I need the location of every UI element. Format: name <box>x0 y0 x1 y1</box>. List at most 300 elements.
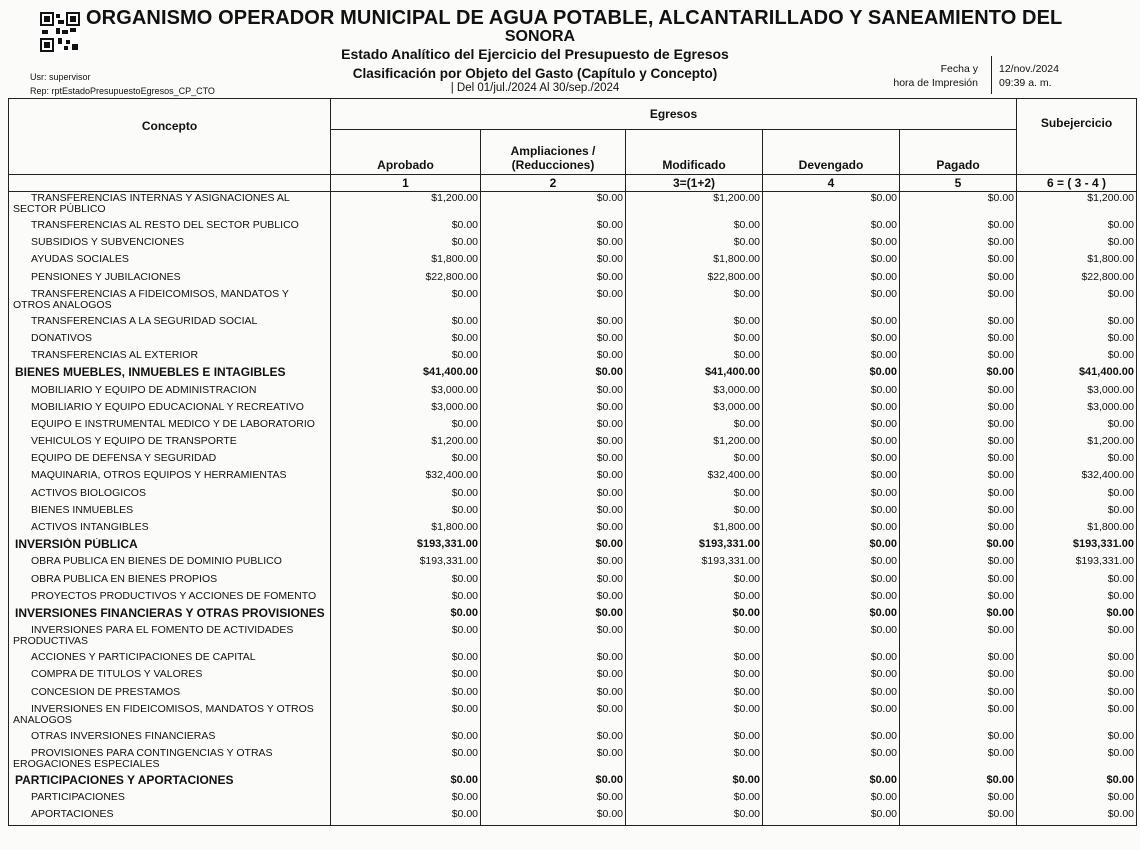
cell-pagado: $0.00 <box>900 349 1017 366</box>
cell-pagado: $0.00 <box>900 384 1017 401</box>
cell-subejercicio: $0.00 <box>1017 236 1137 253</box>
table-row <box>9 651 1137 668</box>
table-row <box>9 349 1137 366</box>
cell-devengado: $0.00 <box>763 236 900 253</box>
cell-ampliaciones: $0.00 <box>481 624 626 651</box>
cell-aprobado: $0.00 <box>331 236 481 253</box>
cell-pagado: $0.00 <box>900 774 1017 791</box>
cell-pagado: $0.00 <box>900 624 1017 651</box>
cell-devengado: $0.00 <box>763 452 900 469</box>
cell-pagado: $0.00 <box>900 192 1017 220</box>
cell-subejercicio: $1,800.00 <box>1017 253 1137 270</box>
cell-devengado: $0.00 <box>763 808 900 826</box>
cell-aprobado: $3,000.00 <box>331 384 481 401</box>
cell-modificado: $1,800.00 <box>626 521 763 538</box>
cell-modificado: $0.00 <box>626 624 763 651</box>
cell-ampliaciones: $0.00 <box>481 192 626 220</box>
cell-pagado: $0.00 <box>900 452 1017 469</box>
cell-ampliaciones: $0.00 <box>481 366 626 383</box>
table-row <box>9 332 1137 349</box>
cell-pagado: $0.00 <box>900 668 1017 685</box>
cell-devengado: $0.00 <box>763 271 900 288</box>
cell-ampliaciones: $0.00 <box>481 384 626 401</box>
cell-ampliaciones: $0.00 <box>481 730 626 747</box>
cell-aprobado: $0.00 <box>331 349 481 366</box>
header-num-6: 6 = ( 3 - 4 ) <box>1017 175 1137 192</box>
table-row <box>9 747 1137 774</box>
cell-aprobado: $1,200.00 <box>331 435 481 452</box>
table-row <box>9 418 1137 435</box>
cell-subejercicio: $0.00 <box>1017 332 1137 349</box>
cell-devengado: $0.00 <box>763 349 900 366</box>
cell-ampliaciones: $0.00 <box>481 271 626 288</box>
cell-concepto: DONATIVOS <box>9 332 331 349</box>
cell-subejercicio: $0.00 <box>1017 418 1137 435</box>
cell-aprobado: $0.00 <box>331 686 481 703</box>
cell-devengado: $0.00 <box>763 573 900 590</box>
cell-subejercicio: $0.00 <box>1017 315 1137 332</box>
cell-concepto: TRANSFERENCIAS A LA SEGURIDAD SOCIAL <box>9 315 331 332</box>
cell-devengado: $0.00 <box>763 192 900 220</box>
cell-ampliaciones: $0.00 <box>481 555 626 572</box>
cell-subejercicio: $0.00 <box>1017 349 1137 366</box>
cell-concepto: TRANSFERENCIAS A FIDEICOMISOS, MANDATOS Y OTROS ANALOGOS <box>9 288 331 315</box>
cell-devengado: $0.00 <box>763 791 900 808</box>
cell-subejercicio: $3,000.00 <box>1017 384 1137 401</box>
cell-concepto: INVERSIONES EN FIDEICOMISOS, MANDATOS Y OTROS ANALOGOS <box>9 703 331 730</box>
cell-ampliaciones: $0.00 <box>481 349 626 366</box>
header-num-5: 5 <box>900 175 1017 192</box>
table-row <box>9 590 1137 607</box>
table-section-row <box>9 607 1137 624</box>
cell-pagado: $0.00 <box>900 607 1017 624</box>
cell-devengado: $0.00 <box>763 315 900 332</box>
cell-aprobado: $22,800.00 <box>331 271 481 288</box>
cell-pagado: $0.00 <box>900 703 1017 730</box>
cell-pagado: $0.00 <box>900 686 1017 703</box>
cell-ampliaciones: $0.00 <box>481 686 626 703</box>
cell-devengado: $0.00 <box>763 668 900 685</box>
cell-modificado: $0.00 <box>626 590 763 607</box>
cell-ampliaciones: $0.00 <box>481 332 626 349</box>
cell-pagado: $0.00 <box>900 730 1017 747</box>
table-row <box>9 624 1137 651</box>
table-row <box>9 521 1137 538</box>
table-row <box>9 271 1137 288</box>
cell-pagado: $0.00 <box>900 538 1017 555</box>
cell-devengado: $0.00 <box>763 730 900 747</box>
header-num-4: 4 <box>763 175 900 192</box>
cell-modificado: $1,800.00 <box>626 253 763 270</box>
cell-aprobado: $0.00 <box>331 730 481 747</box>
cell-pagado: $0.00 <box>900 401 1017 418</box>
cell-concepto: COMPRA DE TITULOS Y VALORES <box>9 668 331 685</box>
cell-pagado: $0.00 <box>900 504 1017 521</box>
cell-devengado: $0.00 <box>763 288 900 315</box>
cell-ampliaciones: $0.00 <box>481 315 626 332</box>
report-period: | Del 01/jul./2024 Al 30/sep./2024 <box>450 82 620 94</box>
cell-subejercicio: $0.00 <box>1017 573 1137 590</box>
cell-ampliaciones: $0.00 <box>481 288 626 315</box>
cell-aprobado: $1,800.00 <box>331 521 481 538</box>
cell-subejercicio: $0.00 <box>1017 452 1137 469</box>
table-row <box>9 219 1137 236</box>
cell-modificado: $0.00 <box>626 332 763 349</box>
cell-aprobado: $0.00 <box>331 624 481 651</box>
table-row <box>9 555 1137 572</box>
cell-subejercicio: $0.00 <box>1017 504 1137 521</box>
cell-devengado: $0.00 <box>763 538 900 555</box>
table-row <box>9 573 1137 590</box>
cell-ampliaciones: $0.00 <box>481 452 626 469</box>
table-row <box>9 469 1137 486</box>
cell-subejercicio: $1,800.00 <box>1017 521 1137 538</box>
cell-aprobado: $1,800.00 <box>331 253 481 270</box>
table-row <box>9 236 1137 253</box>
print-date-label-line2: hora de Impresión <box>893 77 978 89</box>
table-row <box>9 401 1137 418</box>
cell-concepto: PROVISIONES PARA CONTINGENCIAS Y OTRAS EROGACIONES ESPECIALES <box>9 747 331 774</box>
cell-pagado: $0.00 <box>900 469 1017 486</box>
cell-aprobado: $0.00 <box>331 651 481 668</box>
print-date-label <box>893 62 978 90</box>
cell-concepto: ACCIONES Y PARTICIPACIONES DE CAPITAL <box>9 651 331 668</box>
cell-ampliaciones: $0.00 <box>481 590 626 607</box>
table-row <box>9 791 1137 808</box>
cell-devengado: $0.00 <box>763 366 900 383</box>
cell-concepto: TRANSFERENCIAS AL EXTERIOR <box>9 349 331 366</box>
cell-concepto: VEHICULOS Y EQUIPO DE TRANSPORTE <box>9 435 331 452</box>
cell-pagado: $0.00 <box>900 435 1017 452</box>
cell-modificado: $0.00 <box>626 651 763 668</box>
cell-concepto: MAQUINARIA, OTROS EQUIPOS Y HERRAMIENTAS <box>9 469 331 486</box>
cell-devengado: $0.00 <box>763 469 900 486</box>
cell-aprobado: $0.00 <box>331 288 481 315</box>
cell-pagado: $0.00 <box>900 791 1017 808</box>
header-num-2: 2 <box>481 175 626 192</box>
cell-pagado: $0.00 <box>900 747 1017 774</box>
cell-modificado: $0.00 <box>626 288 763 315</box>
cell-subejercicio: $1,200.00 <box>1017 192 1137 220</box>
budget-table <box>8 98 1137 826</box>
cell-concepto: ACTIVOS BIOLOGICOS <box>9 487 331 504</box>
cell-ampliaciones: $0.00 <box>481 504 626 521</box>
header-num-3: 3=(1+2) <box>626 175 763 192</box>
cell-modificado: $1,200.00 <box>626 435 763 452</box>
table-section-row <box>9 366 1137 383</box>
cell-modificado: $0.00 <box>626 774 763 791</box>
cell-pagado: $0.00 <box>900 366 1017 383</box>
cell-aprobado: $32,400.00 <box>331 469 481 486</box>
cell-concepto: INVERSIÓN PÚBLICA <box>9 538 331 555</box>
header-egresos: Egresos <box>331 99 1017 130</box>
cell-modificado: $0.00 <box>626 504 763 521</box>
cell-subejercicio: $22,800.00 <box>1017 271 1137 288</box>
cell-aprobado: $3,000.00 <box>331 401 481 418</box>
cell-ampliaciones: $0.00 <box>481 774 626 791</box>
cell-aprobado: $0.00 <box>331 487 481 504</box>
print-date-label-line1: Fecha y <box>940 63 978 75</box>
cell-subejercicio: $0.00 <box>1017 624 1137 651</box>
cell-ampliaciones: $0.00 <box>481 703 626 730</box>
header-modificado: Modificado <box>626 130 763 175</box>
report-title: Estado Analítico del Ejercicio del Presupuesto de Egresos <box>341 46 729 62</box>
cell-concepto: BIENES INMUEBLES <box>9 504 331 521</box>
cell-ampliaciones: $0.00 <box>481 538 626 555</box>
cell-aprobado: $0.00 <box>331 668 481 685</box>
cell-ampliaciones: $0.00 <box>481 418 626 435</box>
cell-subejercicio: $0.00 <box>1017 791 1137 808</box>
cell-modificado: $0.00 <box>626 791 763 808</box>
cell-devengado: $0.00 <box>763 590 900 607</box>
organization-name-line1: ORGANISMO OPERADOR MUNICIPAL DE AGUA POTABLE, ALCANTARILLADO Y SANEAMIENTO DEL <box>86 7 1063 29</box>
cell-modificado: $193,331.00 <box>626 555 763 572</box>
cell-concepto: MOBILIARIO Y EQUIPO DE ADMINISTRACION <box>9 384 331 401</box>
cell-concepto: AYUDAS SOCIALES <box>9 253 331 270</box>
cell-devengado: $0.00 <box>763 774 900 791</box>
cell-ampliaciones: $0.00 <box>481 219 626 236</box>
cell-ampliaciones: $0.00 <box>481 668 626 685</box>
cell-pagado: $0.00 <box>900 487 1017 504</box>
table-row <box>9 686 1137 703</box>
cell-aprobado: $41,400.00 <box>331 366 481 383</box>
cell-devengado: $0.00 <box>763 686 900 703</box>
header-pagado: Pagado <box>900 130 1017 175</box>
cell-devengado: $0.00 <box>763 332 900 349</box>
cell-aprobado: $193,331.00 <box>331 538 481 555</box>
cell-concepto: INVERSIONES FINANCIERAS Y OTRAS PROVISIONES <box>9 607 331 624</box>
table-row <box>9 315 1137 332</box>
cell-ampliaciones: $0.00 <box>481 791 626 808</box>
cell-devengado: $0.00 <box>763 401 900 418</box>
cell-modificado: $0.00 <box>626 418 763 435</box>
cell-concepto: SUBSIDIOS Y SUBVENCIONES <box>9 236 331 253</box>
table-row <box>9 452 1137 469</box>
cell-ampliaciones: $0.00 <box>481 236 626 253</box>
cell-modificado: $0.00 <box>626 573 763 590</box>
user-label: Usr: supervisor <box>30 72 91 82</box>
table-section-row <box>9 538 1137 555</box>
cell-concepto: INVERSIONES PARA EL FOMENTO DE ACTIVIDADES PRODUCTIVAS <box>9 624 331 651</box>
cell-subejercicio: $0.00 <box>1017 590 1137 607</box>
cell-modificado: $22,800.00 <box>626 271 763 288</box>
cell-modificado: $1,200.00 <box>626 192 763 220</box>
cell-devengado: $0.00 <box>763 504 900 521</box>
cell-concepto: PROYECTOS PRODUCTIVOS Y ACCIONES DE FOMENTO <box>9 590 331 607</box>
cell-modificado: $0.00 <box>626 703 763 730</box>
header-subejercicio: Subejercicio <box>1017 99 1137 175</box>
table-row <box>9 192 1137 220</box>
cell-devengado: $0.00 <box>763 703 900 730</box>
header-ampliaciones: Ampliaciones / (Reducciones) <box>481 130 626 175</box>
cell-devengado: $0.00 <box>763 521 900 538</box>
cell-devengado: $0.00 <box>763 418 900 435</box>
cell-subejercicio: $32,400.00 <box>1017 469 1137 486</box>
cell-pagado: $0.00 <box>900 271 1017 288</box>
cell-ampliaciones: $0.00 <box>481 747 626 774</box>
print-time: 09:39 a. m. <box>999 77 1052 89</box>
cell-devengado: $0.00 <box>763 219 900 236</box>
cell-modificado: $0.00 <box>626 668 763 685</box>
header-concepto: Concepto <box>9 99 331 175</box>
cell-aprobado: $0.00 <box>331 573 481 590</box>
cell-pagado: $0.00 <box>900 590 1017 607</box>
cell-aprobado: $0.00 <box>331 332 481 349</box>
cell-concepto: BIENES MUEBLES, INMUEBLES E INTAGIBLES <box>9 366 331 383</box>
cell-modificado: $193,331.00 <box>626 538 763 555</box>
cell-modificado: $0.00 <box>626 315 763 332</box>
cell-modificado: $0.00 <box>626 349 763 366</box>
header-num-blank <box>9 175 331 192</box>
cell-pagado: $0.00 <box>900 555 1017 572</box>
cell-subejercicio: $1,200.00 <box>1017 435 1137 452</box>
cell-aprobado: $0.00 <box>331 504 481 521</box>
cell-concepto: OTRAS INVERSIONES FINANCIERAS <box>9 730 331 747</box>
cell-ampliaciones: $0.00 <box>481 651 626 668</box>
cell-subejercicio: $3,000.00 <box>1017 401 1137 418</box>
table-section-row <box>9 774 1137 791</box>
cell-concepto: TRANSFERENCIAS INTERNAS Y ASIGNACIONES AL SECTOR PÚBLICO <box>9 192 331 220</box>
cell-aprobado: $0.00 <box>331 703 481 730</box>
cell-subejercicio: $0.00 <box>1017 774 1137 791</box>
cell-subejercicio: $0.00 <box>1017 747 1137 774</box>
cell-aprobado: $193,331.00 <box>331 555 481 572</box>
cell-modificado: $0.00 <box>626 730 763 747</box>
cell-aprobado: $1,200.00 <box>331 192 481 220</box>
cell-devengado: $0.00 <box>763 384 900 401</box>
cell-pagado: $0.00 <box>900 418 1017 435</box>
cell-pagado: $0.00 <box>900 332 1017 349</box>
cell-pagado: $0.00 <box>900 521 1017 538</box>
cell-concepto: CONCESION DE PRESTAMOS <box>9 686 331 703</box>
cell-pagado: $0.00 <box>900 315 1017 332</box>
cell-ampliaciones: $0.00 <box>481 435 626 452</box>
budget-table-body <box>9 192 1137 826</box>
cell-devengado: $0.00 <box>763 651 900 668</box>
cell-ampliaciones: $0.00 <box>481 401 626 418</box>
cell-modificado: $0.00 <box>626 219 763 236</box>
cell-modificado: $0.00 <box>626 487 763 504</box>
cell-ampliaciones: $0.00 <box>481 253 626 270</box>
cell-ampliaciones: $0.00 <box>481 607 626 624</box>
cell-pagado: $0.00 <box>900 808 1017 826</box>
cell-aprobado: $0.00 <box>331 747 481 774</box>
cell-concepto: APORTACIONES <box>9 808 331 826</box>
cell-pagado: $0.00 <box>900 253 1017 270</box>
cell-pagado: $0.00 <box>900 573 1017 590</box>
cell-concepto: OBRA PUBLICA EN BIENES PROPIOS <box>9 573 331 590</box>
cell-subejercicio: $0.00 <box>1017 651 1137 668</box>
cell-aprobado: $0.00 <box>331 774 481 791</box>
cell-modificado: $0.00 <box>626 452 763 469</box>
cell-devengado: $0.00 <box>763 747 900 774</box>
cell-modificado: $41,400.00 <box>626 366 763 383</box>
print-date: 12/nov./2024 <box>999 63 1059 75</box>
header-num-1: 1 <box>331 175 481 192</box>
cell-subejercicio: $193,331.00 <box>1017 555 1137 572</box>
cell-modificado: $0.00 <box>626 607 763 624</box>
cell-subejercicio: $0.00 <box>1017 730 1137 747</box>
cell-devengado: $0.00 <box>763 624 900 651</box>
report-classification: Clasificación por Objeto del Gasto (Capítulo y Concepto) <box>352 66 718 81</box>
cell-modificado: $3,000.00 <box>626 384 763 401</box>
cell-aprobado: $0.00 <box>331 791 481 808</box>
cell-subejercicio: $0.00 <box>1017 703 1137 730</box>
cell-concepto: OBRA PUBLICA EN BIENES DE DOMINIO PUBLICO <box>9 555 331 572</box>
cell-ampliaciones: $0.00 <box>481 487 626 504</box>
cell-modificado: $32,400.00 <box>626 469 763 486</box>
cell-aprobado: $0.00 <box>331 418 481 435</box>
cell-subejercicio: $41,400.00 <box>1017 366 1137 383</box>
cell-modificado: $0.00 <box>626 236 763 253</box>
cell-pagado: $0.00 <box>900 219 1017 236</box>
table-row <box>9 288 1137 315</box>
cell-concepto: MOBILIARIO Y EQUIPO EDUCACIONAL Y RECREATIVO <box>9 401 331 418</box>
table-row <box>9 487 1137 504</box>
table-row <box>9 504 1137 521</box>
cell-concepto: PENSIONES Y JUBILACIONES <box>9 271 331 288</box>
table-row <box>9 668 1137 685</box>
cell-ampliaciones: $0.00 <box>481 469 626 486</box>
cell-devengado: $0.00 <box>763 487 900 504</box>
cell-concepto: PARTICIPACIONES Y APORTACIONES <box>9 774 331 791</box>
cell-pagado: $0.00 <box>900 651 1017 668</box>
cell-aprobado: $0.00 <box>331 590 481 607</box>
cell-modificado: $3,000.00 <box>626 401 763 418</box>
cell-devengado: $0.00 <box>763 435 900 452</box>
table-row <box>9 730 1137 747</box>
cell-concepto: PARTICIPACIONES <box>9 791 331 808</box>
cell-concepto: ACTIVOS INTANGIBLES <box>9 521 331 538</box>
cell-pagado: $0.00 <box>900 236 1017 253</box>
table-row <box>9 384 1137 401</box>
cell-subejercicio: $0.00 <box>1017 686 1137 703</box>
cell-modificado: $0.00 <box>626 686 763 703</box>
header-aprobado: Aprobado <box>331 130 481 175</box>
cell-devengado: $0.00 <box>763 555 900 572</box>
cell-subejercicio: $0.00 <box>1017 668 1137 685</box>
cell-aprobado: $0.00 <box>331 219 481 236</box>
cell-subejercicio: $0.00 <box>1017 219 1137 236</box>
header-devengado: Devengado <box>763 130 900 175</box>
cell-ampliaciones: $0.00 <box>481 808 626 826</box>
date-divider <box>991 56 992 94</box>
cell-subejercicio: $0.00 <box>1017 808 1137 826</box>
cell-modificado: $0.00 <box>626 747 763 774</box>
cell-modificado: $0.00 <box>626 808 763 826</box>
cell-aprobado: $0.00 <box>331 452 481 469</box>
cell-concepto: EQUIPO DE DEFENSA Y SEGURIDAD <box>9 452 331 469</box>
cell-subejercicio: $193,331.00 <box>1017 538 1137 555</box>
cell-subejercicio: $0.00 <box>1017 288 1137 315</box>
cell-aprobado: $0.00 <box>331 315 481 332</box>
organization-name-line2: SONORA <box>504 28 576 45</box>
cell-aprobado: $0.00 <box>331 808 481 826</box>
table-row <box>9 253 1137 270</box>
table-row <box>9 435 1137 452</box>
cell-devengado: $0.00 <box>763 607 900 624</box>
cell-pagado: $0.00 <box>900 288 1017 315</box>
table-row <box>9 703 1137 730</box>
cell-subejercicio: $0.00 <box>1017 607 1137 624</box>
cell-concepto: TRANSFERENCIAS AL RESTO DEL SECTOR PUBLICO <box>9 219 331 236</box>
cell-ampliaciones: $0.00 <box>481 573 626 590</box>
cell-subejercicio: $0.00 <box>1017 487 1137 504</box>
print-date-value <box>999 62 1059 90</box>
table-row <box>9 808 1137 826</box>
report-id-label: Rep: rptEstadoPresupuestoEgresos_CP_CTO <box>30 86 215 96</box>
cell-concepto: EQUIPO E INSTRUMENTAL MEDICO Y DE LABORATORIO <box>9 418 331 435</box>
